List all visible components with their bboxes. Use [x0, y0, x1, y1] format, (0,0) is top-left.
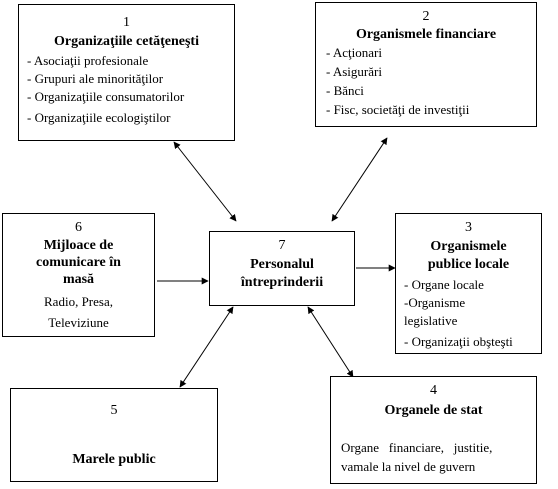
box3-item: legislative	[404, 313, 458, 328]
box6-item: Televiziune	[48, 315, 109, 330]
box1-item: - Grupuri ale minorităţilor	[27, 71, 164, 86]
box4-text-line2: vamale la nivel de guvern	[341, 459, 476, 474]
box3-item: - Organizaţii obşteşti	[404, 334, 513, 349]
box2-number: 2	[422, 9, 430, 24]
box2-item: - Bănci	[326, 83, 364, 98]
box-mijloace-de-comunicare	[2, 213, 155, 337]
box3-item: - Organe locale	[404, 277, 484, 292]
box6-number: 6	[75, 220, 82, 235]
box2-title: Organismele financiare	[355, 27, 497, 42]
box-organismele-financiare	[315, 2, 537, 127]
box5-number: 5	[110, 403, 118, 418]
box7-number: 7	[278, 238, 286, 253]
box4-number: 4	[430, 383, 437, 398]
box2-item: - Fisc, societăţi de investiţii	[326, 102, 470, 117]
box3-item: -Organisme	[404, 295, 466, 310]
box6-title-line1: Mijloace de	[43, 238, 114, 253]
box3-title-line1: Organismele	[430, 239, 507, 254]
box6-item: Radio, Presa,	[44, 294, 113, 309]
box2-item: - Acţionari	[326, 45, 382, 60]
box1-number: 1	[123, 15, 130, 30]
box5-title: Marele public	[72, 452, 156, 467]
box7-title-line2: întreprinderii	[240, 275, 324, 290]
box1-item: - Organizaţiile ecologiştilor	[27, 110, 171, 125]
arrow-box1-box7	[174, 142, 236, 221]
box4-text-line1: Organe financiare, justitie,	[341, 440, 493, 455]
box-personalul-intreprinderii	[209, 231, 355, 306]
box-organele-de-stat	[330, 376, 537, 484]
box-organismele-publice-locale	[395, 213, 542, 354]
box3-title-line2: publice locale	[427, 257, 510, 272]
box2-item: - Asigurări	[326, 64, 382, 79]
box1-title: Organizaţiile cetăţeneşti	[53, 34, 199, 49]
box7-title-line1: Personalul	[250, 257, 314, 272]
box4-title: Organele de stat	[384, 403, 483, 418]
arrow-box7-box5	[180, 307, 233, 387]
arrow-box7-box4	[308, 307, 353, 377]
box6-title-line3: masă	[62, 272, 95, 287]
box-organizatiile-cetatenesti	[18, 4, 235, 141]
arrow-box2-box7	[332, 138, 387, 221]
box1-item: - Asociaţii profesionale	[27, 53, 149, 68]
box3-number: 3	[465, 220, 472, 235]
box-marele-public	[10, 388, 218, 482]
box1-item: - Organizaţiile consumatorilor	[27, 89, 185, 104]
box6-title-line2: comunicare în	[36, 255, 121, 270]
